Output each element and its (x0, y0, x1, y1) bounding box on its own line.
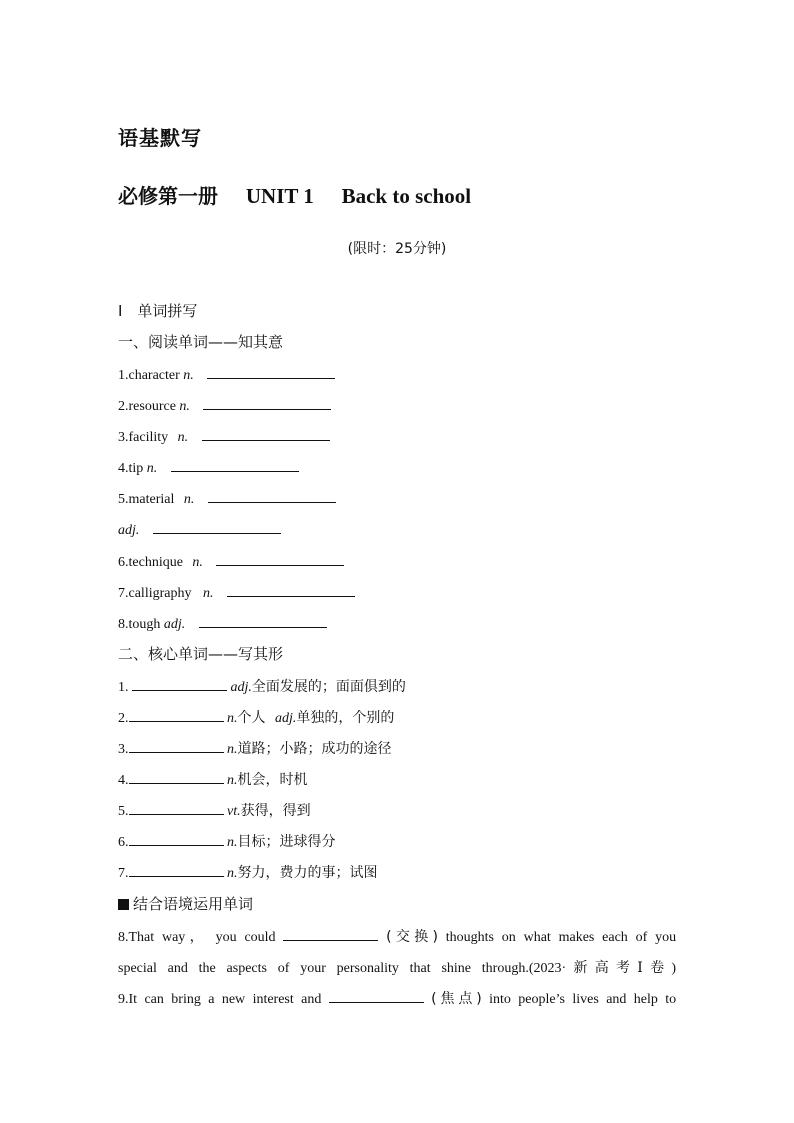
answer-blank[interactable] (129, 738, 224, 753)
square-bullet-icon (118, 899, 129, 910)
answer-blank[interactable] (129, 800, 224, 815)
answer-blank[interactable] (171, 457, 299, 472)
part3-title: 结合语境运用单词 (118, 893, 253, 914)
source-citation: through.(2023·新高考Ⅰ卷) (481, 961, 677, 976)
time-limit: (限时：25分钟) (347, 241, 447, 257)
unit-heading (118, 180, 471, 209)
answer-blank[interactable] (283, 926, 378, 941)
answer-blank[interactable] (199, 613, 327, 628)
list-item: 5. vt.获得，得到 (118, 800, 311, 820)
answer-blank[interactable] (216, 551, 344, 566)
list-item: 1.character n. (118, 364, 335, 384)
list-item: 3. n.道路；小路；成功的途径 (118, 738, 392, 758)
answer-blank[interactable] (129, 831, 224, 846)
list-item: 1. adj.全面发展的；面面俱到的 (118, 676, 406, 696)
unit-topic: Back to school (341, 184, 472, 208)
answer-blank[interactable] (153, 519, 281, 534)
list-item: 8.tough adj. (118, 613, 327, 633)
answer-blank[interactable] (132, 676, 227, 691)
answer-blank[interactable] (129, 769, 224, 784)
unit-number: UNIT 1 (245, 184, 314, 208)
answer-blank[interactable] (129, 862, 224, 877)
list-item: 6. n.目标；进球得分 (118, 831, 336, 851)
answer-blank[interactable] (202, 426, 330, 441)
page-title: 语基默写 (118, 126, 202, 150)
answer-blank[interactable] (208, 488, 336, 503)
list-item: 2.resource n. (118, 395, 331, 415)
sentence-9-line-1: 9.It can bring a new interest and (焦点) into people’s lives and help to (118, 988, 676, 1008)
list-item: 2. n.个人 adj.单独的，个别的 (118, 707, 394, 727)
part2-title: 二、核心单词——写其形 (118, 645, 284, 663)
list-item: 4.tip n. (118, 457, 299, 477)
book-name: 必修第一册 (118, 184, 218, 208)
answer-blank[interactable] (227, 582, 355, 597)
list-item: 4. n.机会，时机 (118, 769, 308, 789)
section-heading: Ⅰ 单词拼写 (118, 302, 198, 320)
answer-blank[interactable] (129, 707, 224, 722)
answer-blank[interactable] (329, 988, 424, 1003)
list-item: 3.facility n. (118, 426, 330, 446)
answer-blank[interactable] (203, 395, 331, 410)
part1-title: 一、阅读单词——知其意 (118, 333, 284, 351)
answer-blank[interactable] (207, 364, 335, 379)
list-item: 7. n.努力，费力的事；试图 (118, 862, 378, 882)
list-item: adj. (118, 519, 281, 539)
list-item: 5.material n. (118, 488, 336, 508)
list-item: 6.technique n. (118, 551, 344, 571)
sentence-8-line-2: special and the aspects of your personality that shine through.(2023·新高考Ⅰ卷) (118, 961, 677, 976)
sentence-8-line-1: 8.That way， you could (交换) thoughts on what makes each of you (118, 926, 676, 946)
list-item: 7.calligraphy n. (118, 582, 355, 602)
